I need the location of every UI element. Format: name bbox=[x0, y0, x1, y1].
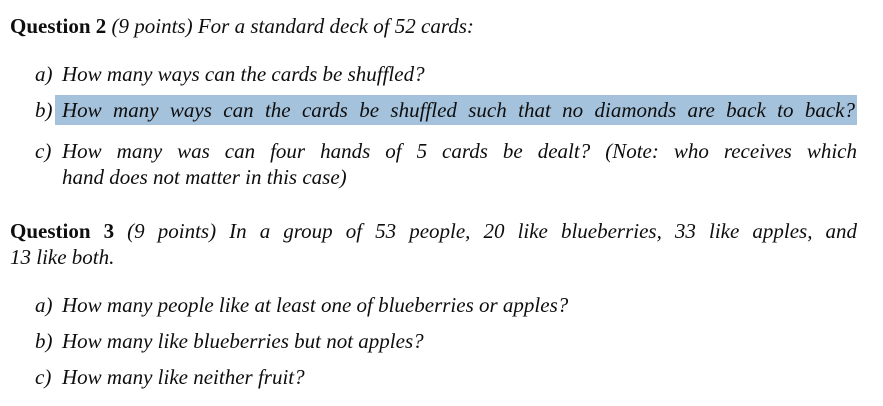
item-label: a) bbox=[35, 293, 53, 317]
question3-intro-line1: (9 points) In a group of 53 people, 20 like blueberries, 33 like apples, and bbox=[127, 219, 858, 243]
item-label: a) bbox=[35, 62, 53, 86]
question3-heading-line1 bbox=[10, 218, 857, 244]
question2-intro: (9 points) For a standard deck of 52 cards: bbox=[111, 14, 474, 38]
highlighted-item-text: How many ways can the cards be shuffled such that no diamonds are back to back? bbox=[55, 95, 857, 125]
item-text: How many like blueberries but not apples? bbox=[62, 329, 424, 353]
question3-item-b bbox=[35, 328, 857, 354]
question2-heading bbox=[10, 13, 857, 39]
item-label: c) bbox=[35, 365, 52, 389]
item-text-line1: How many was can four hands of 5 cards be dealt? (Note: who receives which bbox=[62, 139, 857, 163]
question3-item-c bbox=[35, 364, 857, 390]
question2-item-a bbox=[35, 61, 857, 87]
question2-item-b bbox=[35, 97, 857, 123]
item-text-line2: hand does not matter in this case) bbox=[62, 165, 347, 189]
item-label: c) bbox=[35, 139, 52, 163]
question3-intro-line2: 13 like both. bbox=[10, 245, 115, 269]
item-label: b) bbox=[35, 98, 53, 122]
item-label: b) bbox=[35, 329, 53, 353]
item-text bbox=[62, 138, 857, 190]
question3-title: Question 3 bbox=[10, 219, 115, 243]
item-text: How many ways can the cards be shuffled? bbox=[62, 62, 425, 86]
question2-title: Question 2 bbox=[10, 14, 107, 38]
question3-item-a bbox=[35, 292, 857, 318]
item-text: How many people like at least one of blueberries or apples? bbox=[62, 293, 569, 317]
item-text: How many like neither fruit? bbox=[62, 365, 305, 389]
question3-heading bbox=[10, 218, 857, 270]
question2-item-c bbox=[35, 138, 857, 190]
